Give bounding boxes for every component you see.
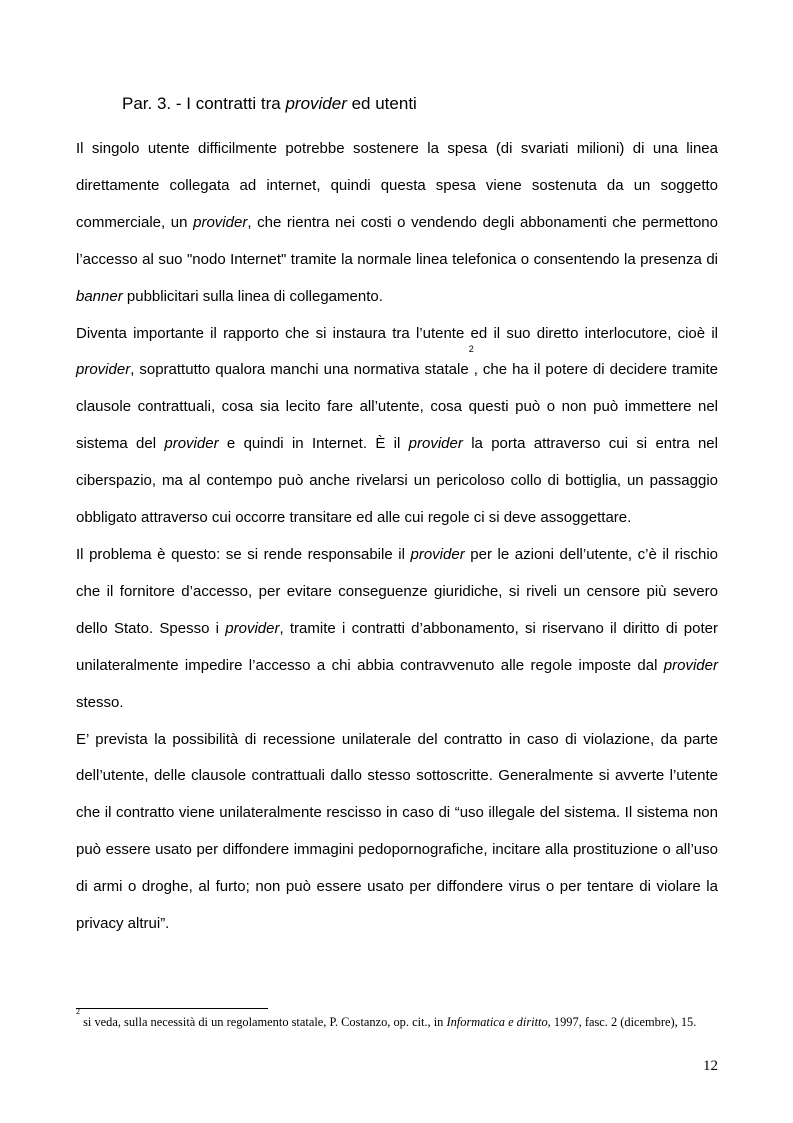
text-run: e quindi in Internet. È il: [218, 435, 409, 453]
text-run: , che ha il potere di decidere tramite clausole contrattuali, cosa sia lecito fare all’utente, cosa questi può o non può immettere nel sistema del: [76, 361, 718, 453]
paragraph: [76, 537, 718, 722]
footnote-ref: 2: [76, 1007, 80, 1016]
italic-term: Informatica e diritto: [446, 1015, 548, 1029]
paragraph: [76, 316, 718, 537]
italic-term: banner: [76, 287, 123, 305]
italic-term: provider: [663, 656, 718, 674]
footnote: [76, 1007, 718, 1030]
italic-term: provider: [193, 213, 248, 231]
heading-italic: provider: [285, 94, 347, 113]
text-run: , tramite i contratti d’abbonamento, si riservano il diritto di poter unilateralmente impedire l’accesso a chi abbia contravvenuto alle regole imposte dal: [76, 619, 718, 674]
italic-term: provider: [76, 361, 131, 379]
heading-suffix: ed utenti: [346, 94, 417, 113]
italic-term: provider: [225, 619, 280, 637]
footnote-separator: [76, 1008, 268, 1009]
section-heading: [122, 92, 417, 116]
text-run: stesso.: [76, 693, 124, 711]
text-run: , che rientra nei costi o vendendo degli abbonamenti che permettono l’accesso al suo "nodo Internet" tramite la normale linea telefonica o consentendo la presenza di: [76, 213, 718, 268]
text-run: per le azioni dell’utente, c’è il rischio che il fornitore d’accesso, per evitare conseguenze giuridiche, si riveli un censore più severo dello Stato. Spesso i: [76, 545, 718, 637]
italic-term: provider: [408, 435, 463, 453]
text-run: Il problema è questo: se si rende responsabile il: [76, 545, 411, 563]
text-run: pubblicitari sulla linea di collegamento.: [122, 287, 383, 305]
text-run: E’ prevista la possibilità di recessione unilaterale del contratto in caso di violazione, da parte dell’utente, delle clausole contrattuali dallo stesso sottoscritte. Generalmente si avverte l’utente che il contratto viene unilateralmente rescisso in caso di “uso illegale del sistema. Il sistema non può essere usato per diffondere immagini pedopornografiche, incitare alla prostituzione o all’uso di armi o droghe, al furto; non può essere usato per diffondere virus o per tentare di violare la privacy altrui”.: [76, 730, 718, 933]
text-run: Il singolo utente difficilmente potrebbe sostenere la spesa (di svariati milioni) di una linea direttamente collegata ad internet, quindi questa spesa viene sostenuta da un soggetto commerciale, un: [76, 140, 718, 231]
text-run: si veda, sulla necessità di un regolamento statale, P. Costanzo, op. cit., in: [80, 1015, 447, 1029]
paragraph: [76, 131, 718, 316]
footnote-ref: 2: [468, 344, 474, 355]
heading-prefix: Par. 3. - I contratti tra: [122, 94, 286, 113]
paragraph: [76, 722, 718, 943]
body-text: [76, 131, 718, 943]
page-number: 12: [703, 1058, 718, 1074]
text-run: la porta attraverso cui si entra nel ciberspazio, ma al contempo può anche rivelarsi un pericoloso collo di bottiglia, un passaggio obbligato attraverso cui occorre transitare ed alle cui regole ci si deve assoggettare.: [76, 435, 718, 527]
text-run: Diventa importante il rapporto che si instaura tra l’utente ed il suo diretto interlocutore, cioè il: [76, 324, 718, 342]
italic-term: provider: [164, 435, 219, 453]
text-run: , soprattutto qualora manchi una normativa statale: [130, 361, 469, 379]
text-run: , 1997, fasc. 2 (dicembre), 15.: [547, 1015, 697, 1029]
italic-term: provider: [410, 545, 465, 563]
